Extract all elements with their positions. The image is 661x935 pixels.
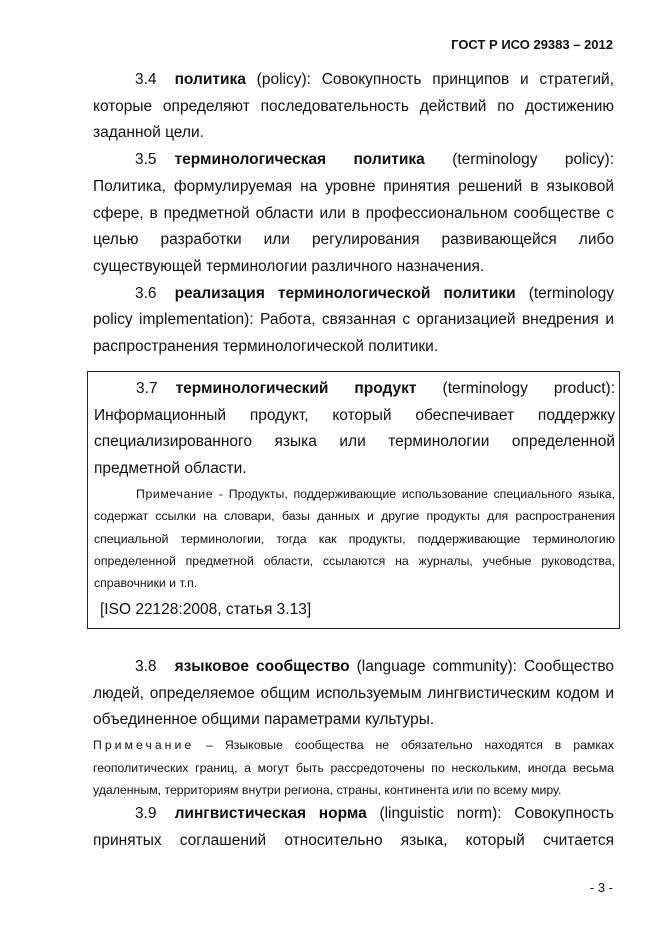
entry-3-9 <box>93 801 614 854</box>
boxed-entry-3-7 <box>87 371 620 629</box>
entry-number: 3.4 <box>135 71 157 88</box>
entry-3-5 <box>93 147 614 281</box>
note-label: Примечание <box>93 738 195 753</box>
entry-text: (terminology policy implementation): Работа, связанная с организацией внедрения и распространения терминологической политики. <box>93 284 614 356</box>
definitions-upper <box>93 67 614 361</box>
note-text: - Продукты, поддерживающие использование специального языка, содержат ссылки на словари, базы данных и другие продукты для распространения специальной терминологии, тогда как продукты, поддерживающие терминологию определенной предметной области, ссылаются на журналы, учебные руководства, справочники и т.п. <box>94 486 615 591</box>
entry-number: 3.5 <box>135 151 157 169</box>
definitions-lower <box>93 654 614 855</box>
note-text: – Языковые сообщества не обязательно находятся в рамках геополитических границ, а могут быть рассредоточены по нескольким, иногда весьма удаленным, территориям внутри региона, страны, континента или по всему миру. <box>93 738 614 797</box>
entry-text: (language community): Сообщество людей, определяемое общим используемым лингвистическим кодом и объединенное общими параметрами культуры. <box>93 658 614 729</box>
entry-number: 3.9 <box>135 805 157 823</box>
page-number: - 3 - <box>589 880 613 895</box>
note-label: Примечание <box>136 486 214 501</box>
entry-3-8-note <box>93 734 614 801</box>
entry-term: реализация терминологической политики <box>174 284 516 302</box>
entry-term: терминологический продукт <box>175 380 417 397</box>
entry-term: лингвистическая норма <box>174 805 367 823</box>
boxed-entry-content <box>94 376 615 623</box>
document-header: ГОСТ Р ИСО 29383 – 2012 <box>451 37 613 52</box>
entry-text: (terminology product): Информационный продукт, который обеспечивает поддержку специализированного языка или терминологии определенной предметной области. <box>94 380 615 478</box>
entry-number: 3.7 <box>136 380 158 397</box>
entry-text: (policy): Совокупность принципов и стратегий, которые определяют последовательность действий по достижению заданной цели. <box>93 71 614 142</box>
entry-3-8 <box>93 654 614 734</box>
entry-number: 3.8 <box>135 658 157 675</box>
entry-term: языковое сообщество <box>174 658 350 675</box>
entry-3-7-note <box>94 483 615 595</box>
entry-text: (linguistic norm): Совокупность принятых соглашений относительно языка, который считается <box>93 805 614 850</box>
entry-number: 3.6 <box>135 284 157 302</box>
entry-term: терминологическая политика <box>174 151 425 169</box>
entry-3-6 <box>93 281 614 361</box>
entry-term: политика <box>174 71 246 88</box>
entry-3-4 <box>93 67 614 147</box>
source-reference: [ISO 22128:2008, статья 3.13] <box>100 600 312 618</box>
entry-text: (terminology policy): Политика, формулируемая на уровне принятия решений в языковой сфере, в предметной области или в профессиональном сообществе с целью разработки или регулирования развивающейся либо существующей терминологии различного назначения. <box>93 151 614 275</box>
entry-3-7 <box>94 376 615 483</box>
